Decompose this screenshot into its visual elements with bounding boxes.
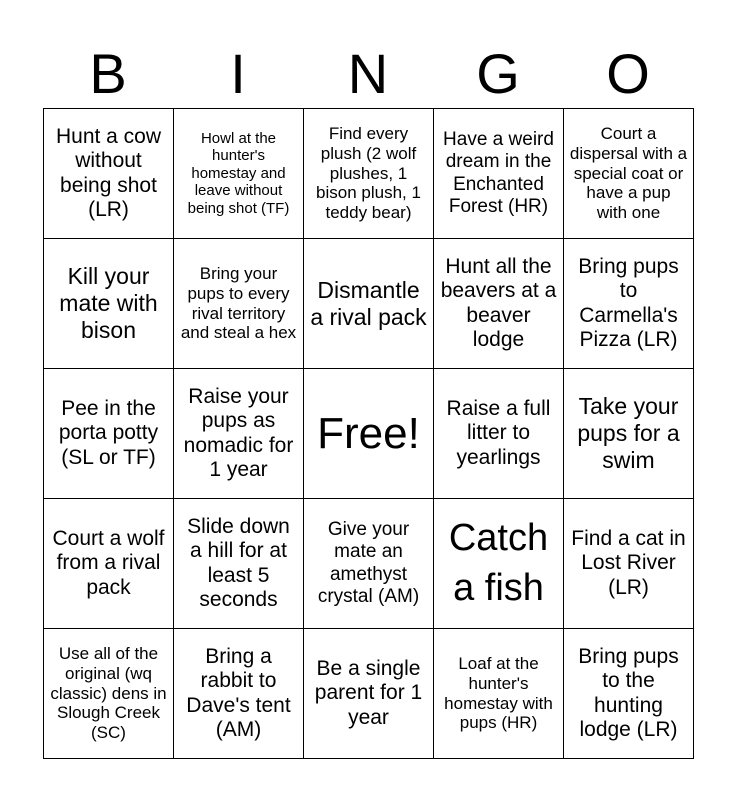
bingo-cell[interactable]: Hunt all the beavers at a beaver lodge	[434, 239, 564, 369]
bingo-cell[interactable]: Loaf at the hunter's homestay with pups (HR)	[434, 629, 564, 759]
free-space-cell[interactable]: Free!	[304, 369, 434, 499]
bingo-cell[interactable]: Have a weird dream in the Enchanted Forest (HR)	[434, 109, 564, 239]
bingo-cell[interactable]: Court a wolf from a rival pack	[44, 499, 174, 629]
bingo-cell[interactable]: Bring pups to the hunting lodge (LR)	[564, 629, 694, 759]
bingo-cell[interactable]: Slide down a hill for at least 5 seconds	[174, 499, 304, 629]
bingo-cell[interactable]: Use all of the original (wq classic) dens in Slough Creek (SC)	[44, 629, 174, 759]
bingo-cell[interactable]: Hunt a cow without being shot (LR)	[44, 109, 174, 239]
bingo-cell[interactable]: Give your mate an amethyst crystal (AM)	[304, 499, 434, 629]
bingo-cell[interactable]: Bring a rabbit to Dave's tent (AM)	[174, 629, 304, 759]
bingo-cell[interactable]: Pee in the porta potty (SL or TF)	[44, 369, 174, 499]
header-letter-o: O	[606, 42, 650, 105]
board-row-3	[44, 369, 694, 499]
bingo-cell[interactable]: Catch a fish	[434, 499, 564, 629]
board-row-1	[44, 109, 694, 239]
header-letter-b: B	[89, 42, 127, 105]
bingo-cell[interactable]: Howl at the hunter's homestay and leave without being shot (TF)	[174, 109, 304, 239]
bingo-cell[interactable]: Find every plush (2 wolf plushes, 1 bison plush, 1 teddy bear)	[304, 109, 434, 239]
bingo-cell[interactable]: Dismantle a rival pack	[304, 239, 434, 369]
bingo-cell[interactable]: Raise your pups as nomadic for 1 year	[174, 369, 304, 499]
bingo-cell[interactable]: Court a dispersal with a special coat or have a pup with one	[564, 109, 694, 239]
board-row-2	[44, 239, 694, 369]
board-row-4	[44, 499, 694, 629]
bingo-cell[interactable]: Find a cat in Lost River (LR)	[564, 499, 694, 629]
header-letter-g: G	[476, 42, 520, 105]
bingo-cell[interactable]: Kill your mate with bison	[44, 239, 174, 369]
board-row-5	[44, 629, 694, 759]
header-letter-i: I	[230, 42, 246, 105]
bingo-board	[43, 108, 694, 759]
bingo-cell[interactable]: Raise a full litter to yearlings	[434, 369, 564, 499]
bingo-cell[interactable]: Bring pups to Carmella's Pizza (LR)	[564, 239, 694, 369]
bingo-cell[interactable]: Take your pups for a swim	[564, 369, 694, 499]
header-letter-n: N	[347, 42, 389, 105]
bingo-header	[43, 40, 693, 108]
bingo-cell[interactable]: Be a single parent for 1 year	[304, 629, 434, 759]
bingo-cell[interactable]: Bring your pups to every rival territory and steal a hex	[174, 239, 304, 369]
